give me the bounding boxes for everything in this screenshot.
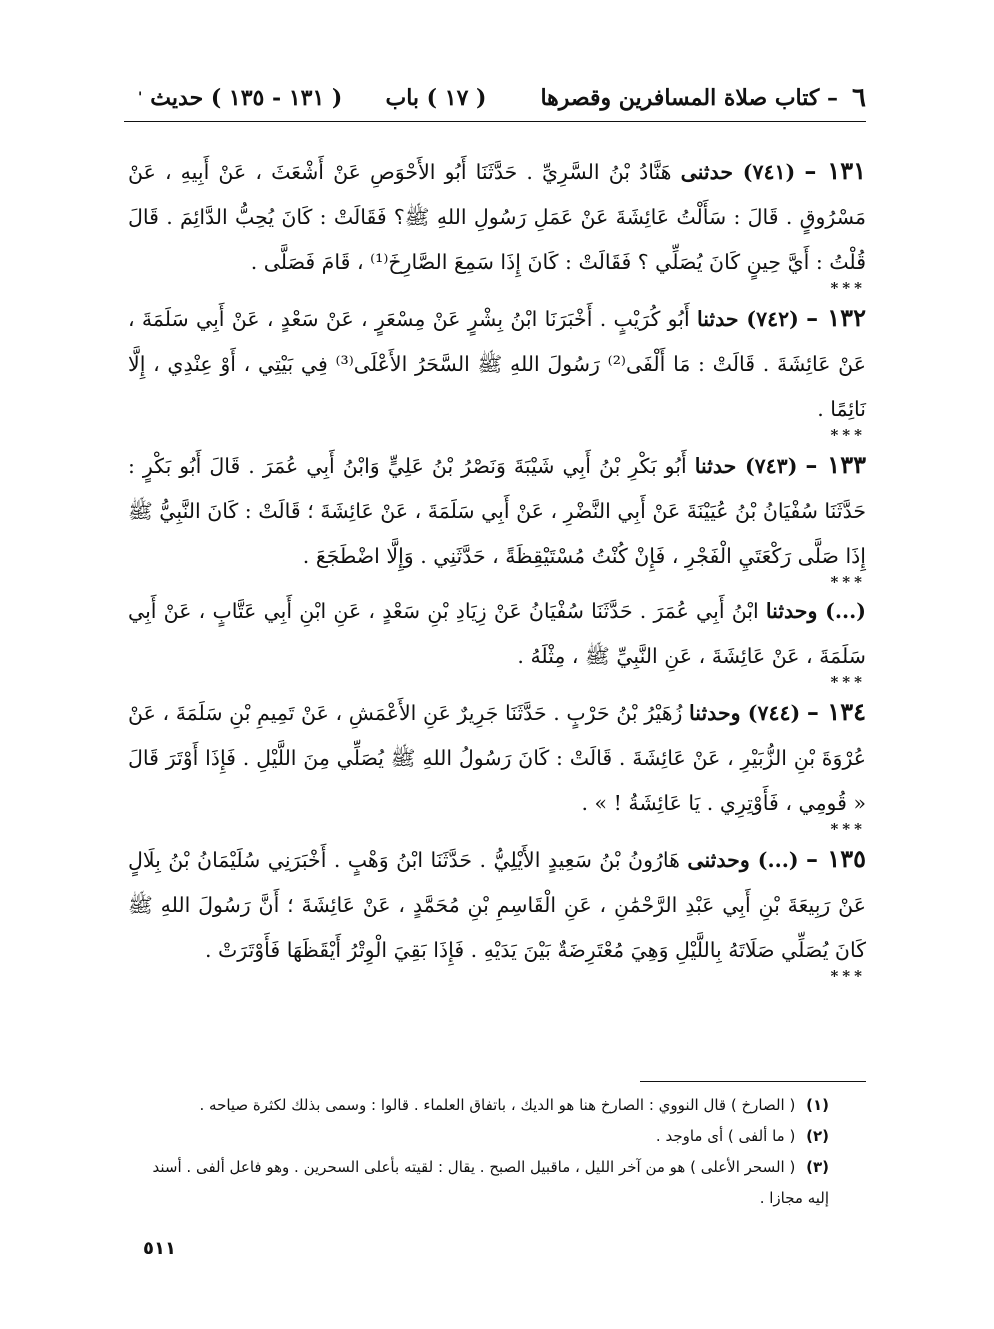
separator: *** bbox=[830, 573, 866, 591]
hadith-133 bbox=[128, 442, 866, 579]
footnote-text: ( السحر الأعلى ) هو من آخر الليل ، ماقبيل الصبح . يقال : لقيته بأعلى السحرين . وهو فاعل ألفى . أسند إليه مجازا . bbox=[152, 1158, 829, 1207]
hadith-number: ١٣٣ – bbox=[805, 450, 866, 479]
hadith-opener: (...) وحدثنا bbox=[765, 599, 866, 623]
hadith-opener: (...) وحدثنى bbox=[687, 848, 799, 872]
bab-label: ( ١٧ ) باب bbox=[385, 85, 487, 111]
footnote-text: ( ما ألفى ) أى ماوجد . bbox=[655, 1127, 796, 1145]
separator: *** bbox=[830, 967, 866, 985]
hadith-text: أَبُو بَكْرِ بْنُ أَبِي شَيْبَةَ وَنَصْرُ بْنُ عَلِيٍّ وَابْنُ أَبِي عُمَرَ . قَالَ أَبُو بَكْرٍ : حَدَّثَنَا سُفْيَانُ بْنُ عُيَيْنَةَ عَنْ أَبِي النَّضْرِ ، عَنْ أَبِي سَلَمَةَ ، عَنْ عَائِشَةَ ؛ قَالَتْ : كَانَ النَّبِيُّ ﷺ إِذَا صَلَّى رَكْعَتَيِ الْفَجْرِ ، فَإِنْ كُنْتُ مُسْتَيْقِظَةً ، حَدَّثَنِي . وَإِلَّا اضْطَجَعَ . bbox=[128, 454, 866, 568]
footnote-3 bbox=[128, 1152, 829, 1214]
footnote-number: (١) bbox=[806, 1096, 829, 1114]
hadith-132 bbox=[128, 295, 866, 432]
separator: *** bbox=[830, 279, 866, 297]
hadith-opener: (٧٤٣) حدثنا bbox=[694, 454, 798, 478]
header-right bbox=[385, 83, 866, 113]
separator: *** bbox=[830, 673, 866, 691]
chapter-title: – كتاب صلاة المسافرين وقصرها bbox=[540, 85, 839, 111]
header-tick: ' bbox=[138, 90, 143, 106]
hadith-number: ١٣١ – bbox=[804, 156, 866, 185]
footnote-text: ( الصارخ ) قال النووي : الصارخ هنا هو الديك ، باتفاق العلماء . قالوا : وسمى بذلك لكثرة صياحه . bbox=[199, 1096, 796, 1114]
hadith-number: ١٣٥ – bbox=[806, 844, 866, 873]
running-header bbox=[128, 80, 866, 116]
hadith-text: هَنَّادُ بْنُ السَّرِيِّ . حَدَّثَنَا أَبُو الأَحْوَصِ عَنْ أَشْعَثَ ، عَنْ أَبِيهِ ، عَنْ مَسْرُوقٍ . قَالَ : سَأَلْتُ عَائِشَةَ عَنْ عَمَلِ رَسُولِ اللهِ ﷺ؟ فَقَالَتْ : كَانَ يُحِبُّ الدَّائِمَ . قَالَ قُلْتُ : أَيَّ حِينٍ كَانَ يُصَلِّي ؟ فَقَالَتْ : كَانَ إِذَا سَمِعَ الصَّارِخَ⁽¹⁾ ، قَامَ فَصَلَّى . bbox=[128, 160, 866, 274]
hadith-text: زُهَيْرُ بْنُ حَرْبٍ . حَدَّثَنَا جَرِيرٌ عَنِ الأَعْمَشِ ، عَنْ تَمِيمِ بْنِ سَلَمَةَ ، عَنْ عُرْوَةَ بْنِ الزُّبَيْرِ ، عَنْ عَائِشَةَ . قَالَتْ : كَانَ رَسُولُ اللهِ ﷺ يُصَلِّي مِنَ اللَّيْلِ . فَإِذَا أَوْتَرَ قَالَ « قُومِي ، فَأَوْتِرِي . يَا عَائِشَةُ ! » . bbox=[128, 701, 866, 815]
hadith-131 bbox=[128, 148, 866, 285]
hadith-opener: (٧٤٤) وحدثنا bbox=[689, 701, 801, 725]
hadith-133-variant bbox=[128, 589, 866, 679]
separator: *** bbox=[830, 426, 866, 444]
hadith-134 bbox=[128, 689, 866, 826]
hadith-135 bbox=[128, 836, 866, 973]
chapter-number: ٦ bbox=[852, 83, 866, 113]
hadith-opener: (٧٤٢) حدثنا bbox=[696, 307, 799, 331]
page-number: ٥١١ bbox=[143, 1238, 176, 1259]
hadith-range: ( ١٣١ - ١٣٥ ) حديث bbox=[150, 85, 343, 111]
hadith-opener: (٧٤١) حدثنى bbox=[680, 160, 796, 184]
hadith-text: ابْنُ أَبِي عُمَرَ . حَدَّثَنَا سُفْيَانُ عَنْ زِيَادِ بْنِ سَعْدٍ ، عَنِ ابْنِ أَبِي عَتَّابٍ ، عَنْ أَبِي سَلَمَةَ ، عَنْ عَائِشَةَ ، عَنِ النَّبِيِّ ﷺ ، مِثْلَهُ . bbox=[128, 599, 866, 668]
footnote-2 bbox=[128, 1121, 829, 1152]
hadith-text: هَارُونُ بْنُ سَعِيدٍ الأَيْلِيُّ . حَدَّثَنَا ابْنُ وَهْبٍ . أَخْبَرَنِي سُلَيْمَانُ بْنُ بِلَالٍ عَنْ رَبِيعَةَ بْنِ أَبِي عَبْدِ الرَّحْمَٰنِ ، عَنِ الْقَاسِمِ بْنِ مُحَمَّدٍ ، عَنْ عَائِشَةَ ؛ أَنَّ رَسُولَ اللهِ ﷺ كَانَ يُصَلِّي صَلَاتَهُ بِاللَّيْلِ وَهِيَ مُعْتَرِضَةٌ بَيْنَ يَدَيْهِ . فَإِذَا بَقِيَ الْوِتْرُ أَيْقَظَهَا فَأَوْتَرَتْ . bbox=[128, 848, 866, 962]
header-left bbox=[128, 85, 342, 111]
hadith-text: أَبُو كُرَيْبٍ . أَخْبَرَنَا ابْنُ بِشْرٍ عَنْ مِسْعَرٍ ، عَنْ سَعْدٍ ، عَنْ أَبِي سَلَمَةَ ، عَنْ عَائِشَةَ . قَالَتْ : مَا أَلْفَى⁽²⁾ رَسُولَ اللهِ ﷺ السَّحَرُ الأَعْلَى⁽³⁾ فِي بَيْتِي ، أَوْ عِنْدِي ، إِلَّا نَائِمًا . bbox=[128, 307, 867, 421]
hadith-number: ١٣٤ – bbox=[806, 697, 866, 726]
header-rule bbox=[124, 121, 866, 122]
hadith-number: ١٣٢ – bbox=[806, 303, 866, 332]
footnote-1 bbox=[128, 1090, 829, 1121]
hadith-body bbox=[128, 148, 866, 983]
separator: *** bbox=[830, 820, 866, 838]
footnote-number: (٢) bbox=[806, 1127, 829, 1145]
footnotes bbox=[128, 1090, 829, 1214]
footnote-rule bbox=[640, 1081, 866, 1082]
footnote-number: (٣) bbox=[806, 1158, 829, 1176]
